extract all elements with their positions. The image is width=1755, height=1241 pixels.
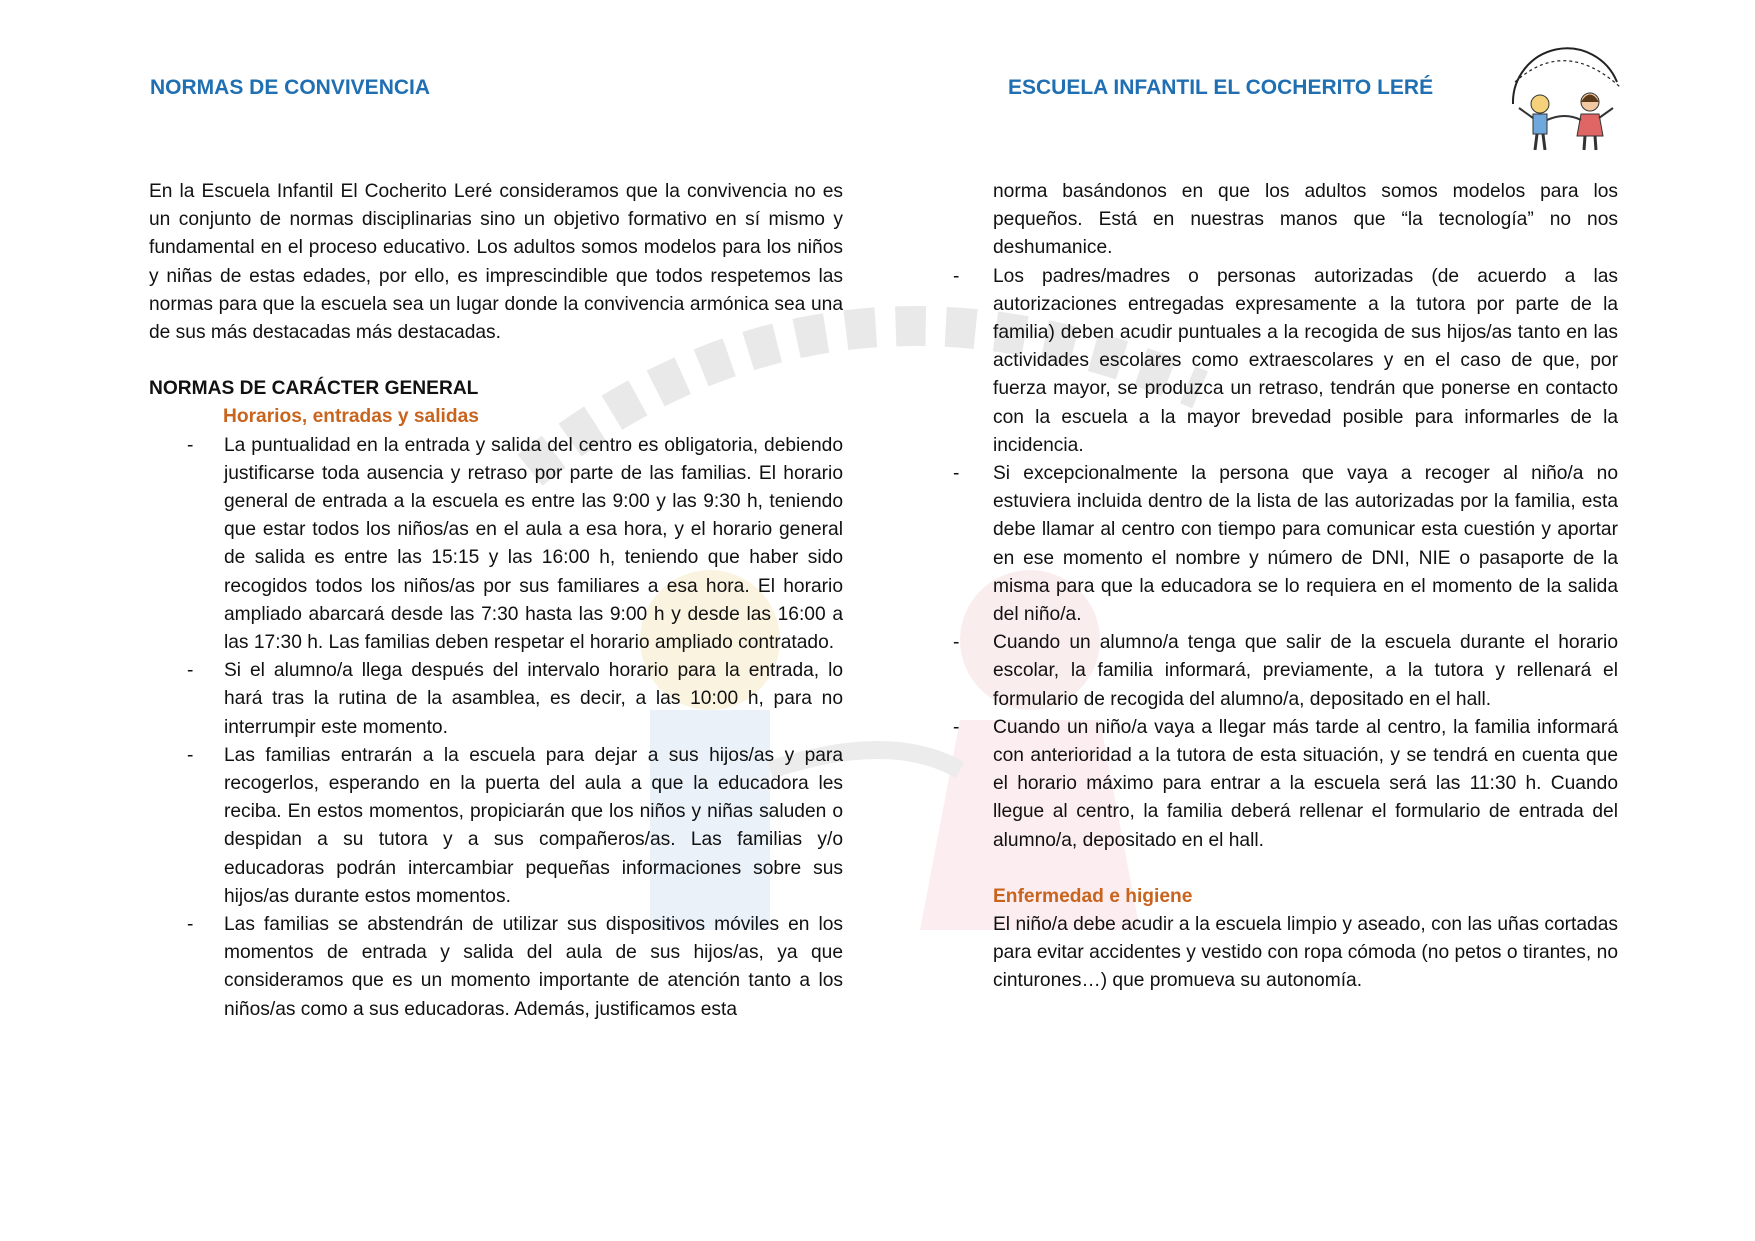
school-logo-children-icon — [1495, 42, 1635, 162]
health-paragraph: El niño/a debe acudir a la escuela limpio y aseado, con las uñas cortadas para evitar accidentes y vestido con ropa cómoda (no petos o tirantes, no cinturones…) que promueva su autonomía. — [993, 914, 1618, 992]
list-item: - Los padres/madres o personas autorizadas (de acuerdo a las autorizaciones entregadas expresamente a la tutora por parte de la familia) deben acudir puntuales a la recogida de sus hijos/as tanto en las actividades escolares como extraescolares y en el caso de que, por fuerza mayor, se produzca un retraso, tendrán que ponerse en contacto con la escuela a la mayor brevedad posible para informarles de la incidencia. — [941, 263, 1618, 460]
intro-paragraph: En la Escuela Infantil El Cocherito Leré consideramos que la convivencia no es un conjunto de normas disciplinarias sino un objetivo formativo en sí mismo y fundamental en el proceso educativo. Los adultos somos modelos para los niños y niñas de estas edades, por ello, es imprescindible que todos respetemos las normas para que la escuela sea un lugar donde la convivencia armónica sea una de sus más destacadas más destacadas. — [149, 181, 843, 344]
continuation-paragraph: norma basándonos en que los adultos somos modelos para los pequeños. Está en nuestras manos que “la tecnología” no nos deshumanice. — [993, 181, 1618, 259]
list-item: - Cuando un niño/a vaya a llegar más tarde al centro, la familia informará con anterioridad a la tutora de esta situación, y se tendrá en cuenta que el horario máximo para entrar a la escuela será las 11:30 h. Cuando llegue al centro, la familia deberá rellenar el formulario de entrada del alumno/a, depositado en el hall. — [941, 714, 1618, 855]
rules-list-left — [149, 432, 843, 1024]
section-title-general: NORMAS DE CARÁCTER GENERAL — [149, 378, 479, 400]
list-item: - Las familias se abstendrán de utilizar sus dispositivos móviles en los momentos de entrada y salida del aula de sus hijos/as, ya que consideramos que es un momento importante de atención tanto a los niños/as como a sus educadoras. Además, justificamos esta — [149, 911, 843, 1024]
left-column — [149, 178, 843, 1024]
page-title-left: NORMAS DE CONVIVENCIA — [150, 76, 431, 99]
list-item: - Las familias entrarán a la escuela para dejar a sus hijos/as y para recogerlos, esperando en la puerta del aula a que la educadora les reciba. En estos momentos, propiciarán que los niños y niñas saluden o despidan a su tutora y a sus compañeros/as. Las familias y/o educadoras podrán intercambiar pequeñas informaciones sobre sus hijos/as durante estos momentos. — [149, 742, 843, 911]
list-item: - Si excepcionalmente la persona que vaya a recoger al niño/a no estuviera incluida dentro de la lista de las autorizadas por la familia, esta debe llamar al centro con tiempo para comunicar esta cuestión y aportar en ese momento el nombre y número de DNI, NIE o pasaporte de la misma para que la educadora se lo requiera en el momento de la salida del niño/a. — [941, 460, 1618, 629]
list-item: - Cuando un alumno/a tenga que salir de la escuela durante el horario escolar, la familia informará, previamente, a la tutora y rellenará el formulario de recogida del alumno/a, depositado en el hall. — [941, 629, 1618, 714]
subsection-title-enfermedad: Enfermedad e higiene — [993, 885, 1193, 907]
right-column — [941, 178, 1618, 996]
page-title-right: ESCUELA INFANTIL EL COCHERITO LERÉ — [1008, 76, 1434, 99]
list-item: - Si el alumno/a llega después del intervalo horario para la entrada, lo hará tras la rutina de la asamblea, es decir, a las 10:00 h, para no interrumpir este momento. — [149, 657, 843, 742]
list-item: - La puntualidad en la entrada y salida del centro es obligatoria, debiendo justificarse toda ausencia y retraso por parte de las familias. El horario general de entrada a la escuela es entre las 9:00 y las 9:30 h, teniendo que estar todos los niños/as en el aula a esa hora, y el horario general de salida es entre las 15:15 y las 16:00 h, teniendo que haber sido recogidos todos los niños/as por sus familiares a esa hora. El horario ampliado abarcará desde las 7:30 hasta las 9:00 h y desde las 16:00 a las 17:30 h. Las familias deben respetar el horario ampliado contratado. — [149, 432, 843, 658]
rules-list-right — [941, 263, 1618, 855]
subsection-title-horarios: Horarios, entradas y salidas — [223, 406, 479, 428]
